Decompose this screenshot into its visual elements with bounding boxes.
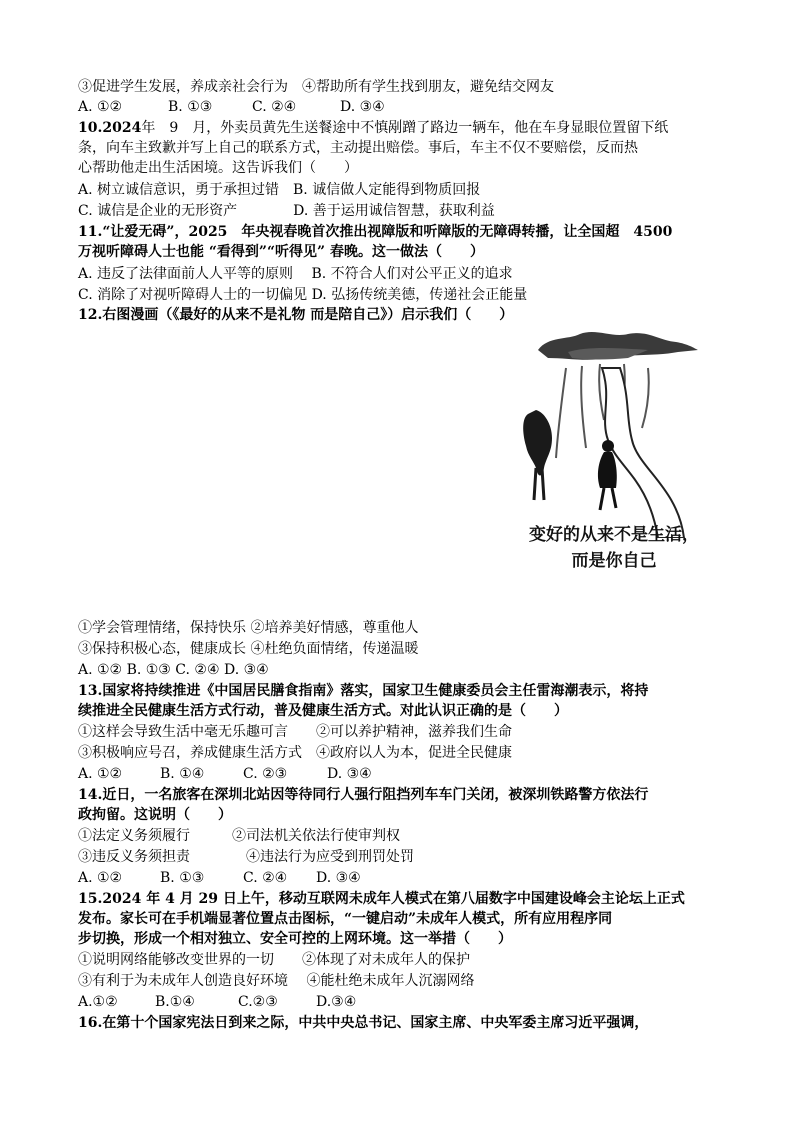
q14-answer-a[interactable]: A. ①② — [78, 870, 123, 886]
q16-stem-line1: 16.在第十个国家宪法日到来之际，中共中央总书记、国家主席、中央军委主席习近平强调， — [78, 1015, 649, 1031]
q14-answer-d[interactable]: D. ③④ — [316, 870, 361, 886]
q15-stem-line2: 发布。家长可在手机端显著位置点击图标，“一键启动”未成年人模式，所有应用程序同 — [78, 911, 613, 927]
q12-options-1-2[interactable]: ①学会管理情绪，保持快乐 ②培养美好情感，尊重他人 — [78, 620, 419, 636]
q9-options-3-4: ③促进学生发展，养成亲社会行为 ④帮助所有学生找到朋友，避免结交网友 — [78, 79, 554, 95]
cartoon-caption-line1: 变好的从来不是生活， — [529, 525, 699, 545]
q15-answer-c[interactable]: C.②③ — [238, 994, 278, 1010]
q15-answer-a[interactable]: A.①② — [78, 994, 118, 1010]
q15-answer-b[interactable]: B.①④ — [155, 994, 195, 1010]
q14-options-1-2[interactable]: ①法定义务须履行 ②司法机关依法行使审判权 — [78, 828, 400, 844]
q10-number: 10.2024 — [78, 120, 142, 136]
q12-stem: 12.右图漫画（《最好的从来不是礼物 而是陪自己》）启示我们（ ） — [78, 307, 514, 323]
q12-answers[interactable]: A. ①② B. ①③ C. ②④ D. ③④ — [78, 662, 269, 678]
q10-stem-line1 — [78, 118, 668, 138]
q11-stem-line2: 万视听障碍人士也能 “看得到”“听得见” 春晚。这一做法（ ） — [78, 244, 484, 260]
q12-options-3-4[interactable]: ③保持积极心态，健康成长 ④杜绝负面情绪，传递温暖 — [78, 641, 419, 657]
q14-stem-line1: 14.近日，一名旅客在深圳北站因等待同行人强行阻挡列车车门关闭，被深圳铁路警方依法行 — [78, 787, 649, 803]
q13-options-1-2[interactable]: ①这样会导致生活中毫无乐趣可言 ②可以养护精神，滋养我们生命 — [78, 724, 512, 740]
q14-options-3-4[interactable]: ③违反义务须担责 ④违法行为应受到刑罚处罚 — [78, 849, 414, 865]
q14-stem-line2: 政拘留。这说明（ ） — [78, 807, 232, 823]
q11-options-ab[interactable]: A. 违反了法律面前人人平等的原则 B. 不符合人们对公平正义的追求 — [78, 266, 513, 282]
q10-stem-line2: 条，向车主致歉并写上自己的联系方式，主动提出赔偿。事后，车主不仅不要赔偿，反而热 — [78, 140, 638, 156]
q13-answer-d[interactable]: D. ③④ — [327, 766, 372, 782]
q9-answer-d[interactable]: D. ③④ — [340, 99, 385, 115]
q13-answer-a[interactable]: A. ①② — [78, 766, 123, 782]
q9-answer-b[interactable]: B. ①③ — [168, 99, 213, 115]
q11-stem-line1: 11.“让爱无碍”，2025 年央视春晚首次推出视障版和听障版的无障碍转播，让全国超 4500 — [78, 224, 673, 240]
q10-stem-line3: 心帮助他走出生活困境。这告诉我们（ ） — [78, 160, 358, 176]
q14-answer-b[interactable]: B. ①③ — [160, 870, 205, 886]
q15-stem-line3: 步切换，形成一个相对独立、安全可控的上网环境。这一举措（ ） — [78, 931, 512, 947]
q9-answer-a[interactable]: A. ①② — [78, 99, 123, 115]
q13-stem-line2: 续推进全民健康生活方式行动，普及健康生活方式。对此认识正确的是（ ） — [78, 703, 568, 719]
q9-answer-c[interactable]: C. ②④ — [252, 99, 297, 115]
cartoon-image — [508, 328, 720, 606]
q11-options-cd[interactable]: C. 消除了对视听障碍人士的一切偏见 D. 弘扬传统美德，传递社会正能量 — [78, 287, 528, 303]
cartoon-caption-line2: 而是你自己 — [571, 551, 657, 571]
q15-stem-line1: 15.2024 年 4 月 29 日上午，移动互联网未成年人模式在第八届数字中国建设峰会主论坛上正式 — [78, 891, 685, 907]
q15-options-3-4[interactable]: ③有利于为未成年人创造良好环境 ④能杜绝未成年人沉溺网络 — [78, 973, 475, 989]
q15-options-1-2[interactable]: ①说明网络能够改变世界的一切 ②体现了对未成年人的保护 — [78, 952, 470, 968]
q13-answer-c[interactable]: C. ②③ — [243, 766, 288, 782]
q14-answer-c[interactable]: C. ②④ — [243, 870, 288, 886]
q10-options-cd[interactable]: C. 诚信是企业的无形资产 D. 善于运用诚信智慧，获取利益 — [78, 203, 495, 219]
cartoon-drawing — [508, 328, 720, 538]
q13-options-3-4[interactable]: ③积极响应号召，养成健康生活方式 ④政府以人为本，促进全民健康 — [78, 745, 512, 761]
q13-answer-b[interactable]: B. ①④ — [160, 766, 205, 782]
q10-stem-text: 年 9 月，外卖员黄先生送餐途中不慎剐蹭了路边一辆车，他在车身显眼位置留下纸 — [141, 120, 669, 136]
q15-answer-d[interactable]: D.③④ — [316, 994, 357, 1010]
q13-stem-line1: 13.国家将持续推进《中国居民膳食指南》落实，国家卫生健康委员会主任雷海潮表示，将持 — [78, 683, 649, 699]
q10-options-ab[interactable]: A. 树立诚信意识，勇于承担过错 B. 诚信做人定能得到物质回报 — [78, 182, 481, 198]
